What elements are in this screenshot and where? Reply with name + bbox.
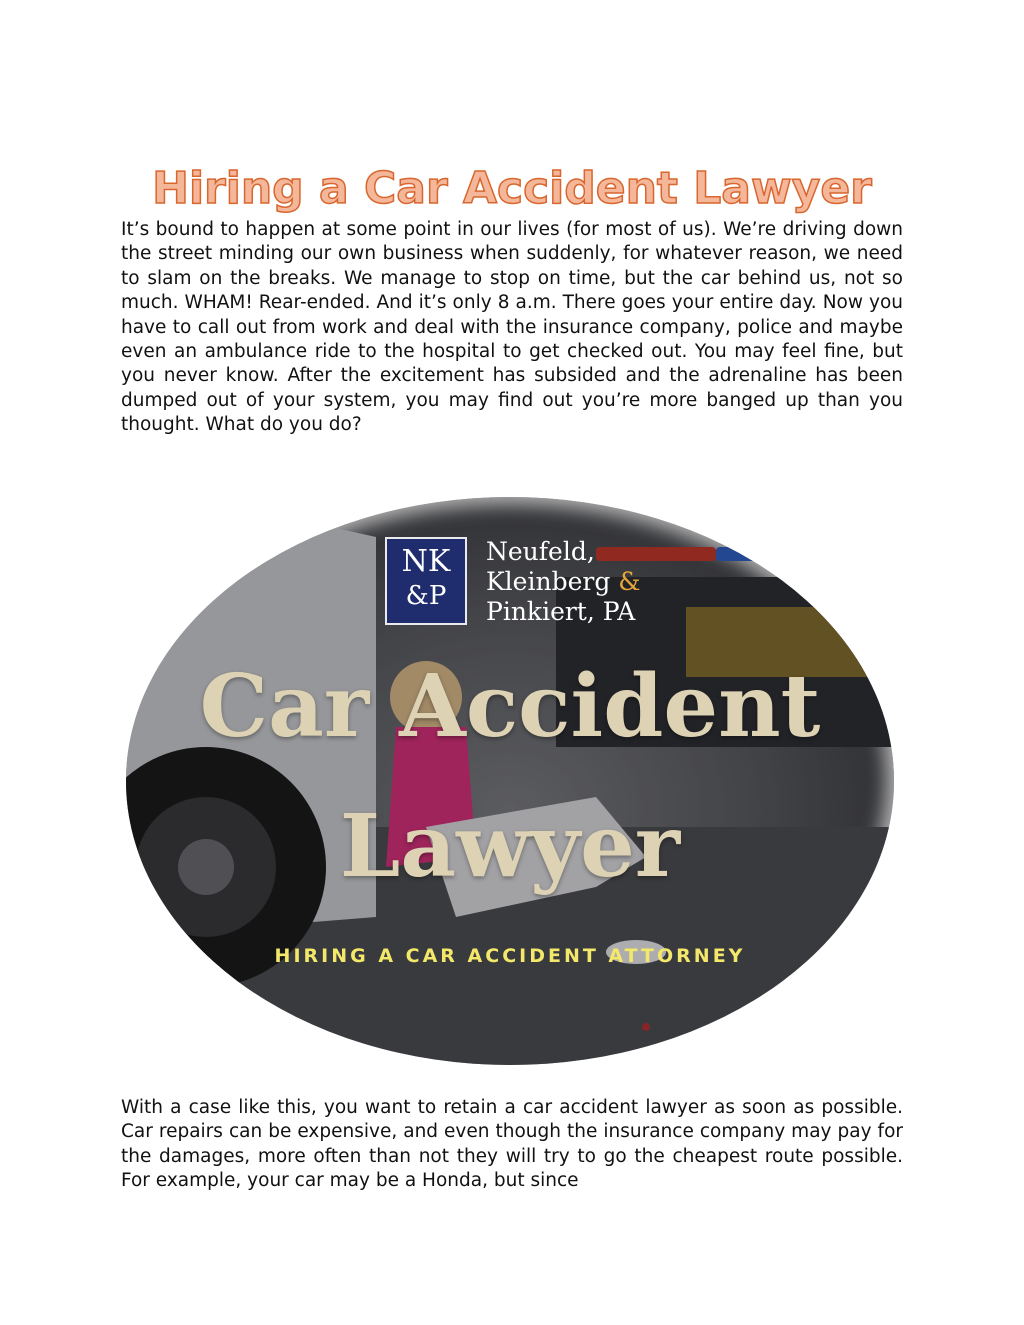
firm-name-line-1: Neufeld, [486,537,595,566]
hero-subheading: HIRING A CAR ACCIDENT ATTORNEY [274,945,746,967]
firm-name-line-3: Pinkiert, PA [486,597,636,626]
intro-paragraph: It’s bound to happen at some point in our lives (for most of us). We’re driving down the street minding our own business when suddenly, for whatever reason, we need to slam on the breaks. We manage to stop on time, but the car behind us, not so much. WHAM! Rear-ended. And it’s only 8 a.m. There goes your entire day. Now you have to call out from work and deal with the insurance company, police and maybe even an ambulance ride to the hospital to get checked out. You may feel fine, but you never know. After the excitement has subsided and the adrenaline has been dumped out of your system, you may find out you’re more banged up than you thought. What do you do? [121,219,903,436]
firm-name-line-2: Kleinberg [486,567,611,596]
hero-heading-line-1: Car Accident [199,656,821,757]
firm-name [486,537,641,627]
hero-image [126,497,894,1065]
body-paragraph: With a case like this, you want to retain a car accident lawyer as soon as possible. Car repairs can be expensive, and even though the insurance company may pay for the damages, more often than not they will try to go the cheapest route possible. For example, your car may be a Honda, but since [121,1097,903,1192]
logo-letters-top: NK [401,544,451,579]
page-title: Hiring a Car Accident Lawyer [152,163,872,215]
firm-name-ampersand: & [618,567,641,596]
firm-logo [385,537,467,625]
logo-letters-bottom: &P [405,581,447,611]
hero-heading-line-2: Lawyer [339,796,681,897]
